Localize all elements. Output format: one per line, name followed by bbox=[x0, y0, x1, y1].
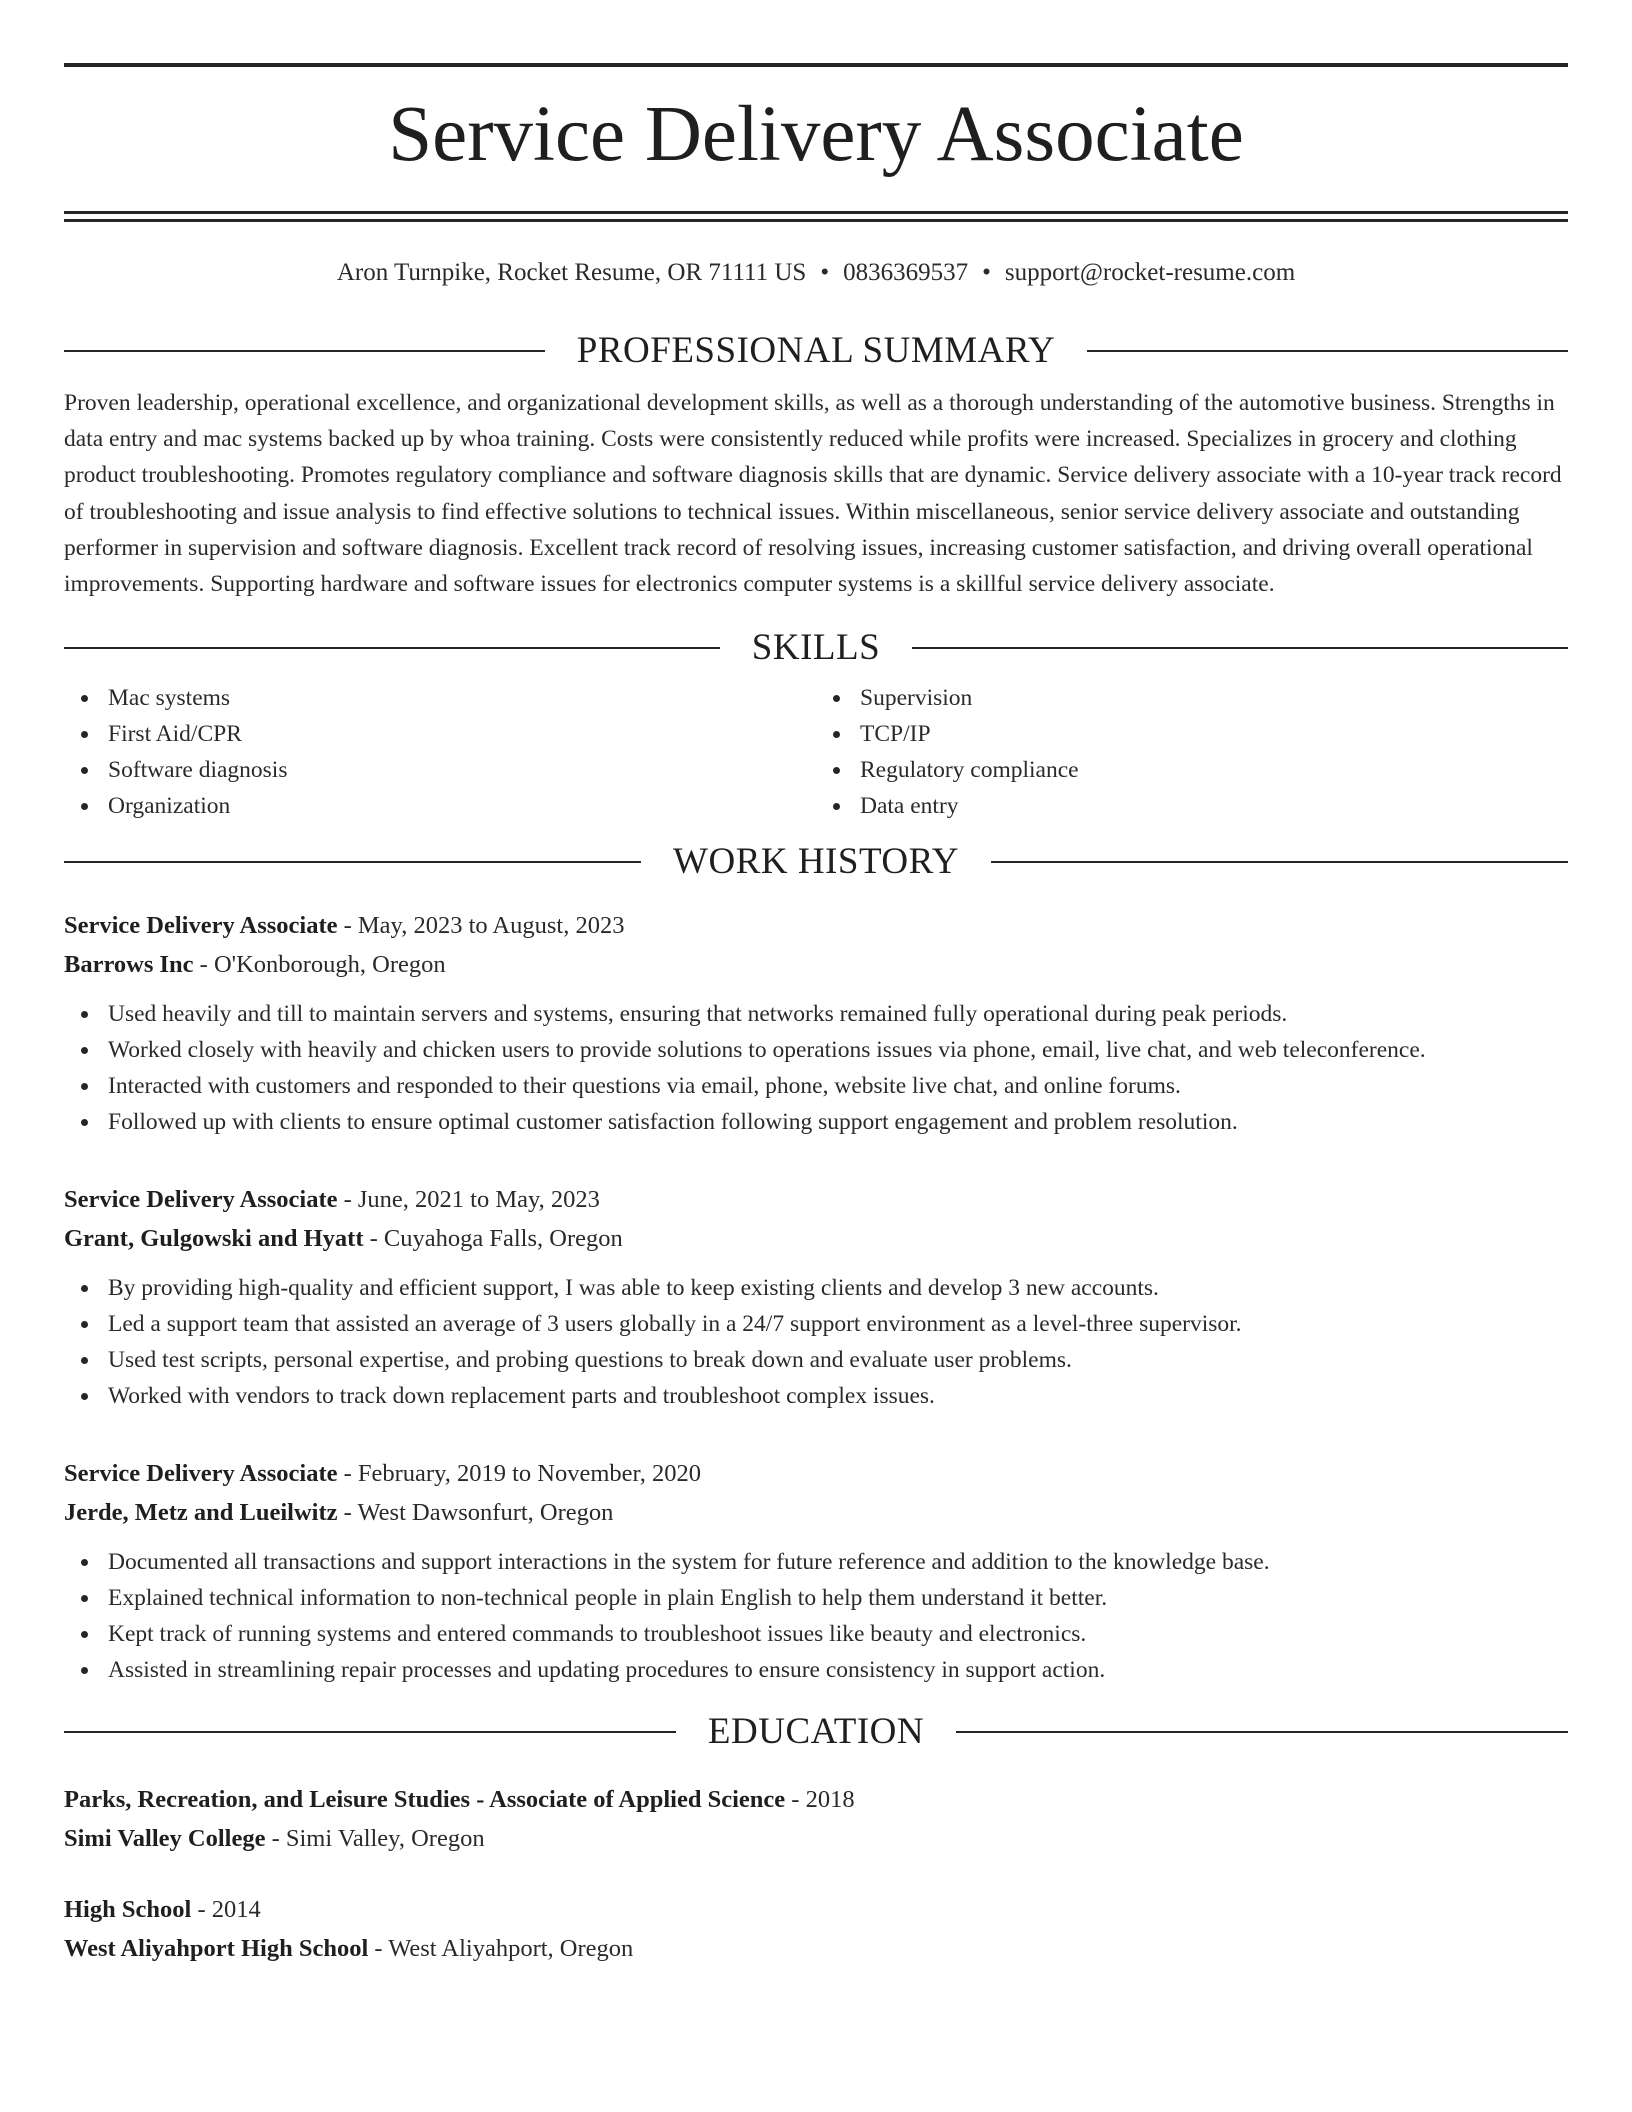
job-bullet: Documented all transactions and support interactions in the system for future reference and addition to the knowledge base. bbox=[64, 1544, 1568, 1580]
job-title: Service Delivery Associate bbox=[64, 1460, 338, 1488]
skill-item: Software diagnosis bbox=[64, 752, 816, 788]
education-year: - 2014 bbox=[191, 1896, 261, 1924]
heading-rule-right bbox=[991, 861, 1568, 863]
skills-heading: SKILLS bbox=[751, 627, 881, 669]
work-heading: WORK HISTORY bbox=[673, 841, 959, 883]
skill-item: Organization bbox=[64, 788, 816, 824]
skills-column-left bbox=[64, 680, 816, 824]
job-bullet: Led a support team that assisted an average of 3 users globally in a 24/7 support environment as a level-three supervisor. bbox=[64, 1306, 1568, 1342]
job-title: Service Delivery Associate bbox=[64, 912, 338, 940]
job-company-line bbox=[64, 945, 1568, 984]
job-title-line bbox=[64, 1454, 1568, 1493]
summary-section-heading bbox=[64, 327, 1568, 375]
job-entry bbox=[64, 1180, 1568, 1414]
job-company-line bbox=[64, 1493, 1568, 1532]
education-year: - 2018 bbox=[785, 1786, 855, 1814]
job-bullet: Followed up with clients to ensure optimal customer satisfaction following support engagement and problem resolution. bbox=[64, 1104, 1568, 1140]
skill-item: TCP/IP bbox=[816, 716, 1568, 752]
job-dates: - June, 2021 to May, 2023 bbox=[337, 1186, 600, 1214]
education-degree: High School bbox=[64, 1896, 192, 1924]
job-bullet: Kept track of running systems and entered commands to troubleshoot issues like beauty and electronics. bbox=[64, 1616, 1568, 1652]
heading-rule-left bbox=[64, 647, 720, 649]
job-entry bbox=[64, 1454, 1568, 1688]
contact-separator: • bbox=[820, 259, 830, 286]
skill-item: Mac systems bbox=[64, 680, 816, 716]
contact-line bbox=[64, 258, 1568, 288]
title-block bbox=[64, 0, 1568, 222]
summary-text: Proven leadership, operational excellence, and organizational development skills, as well as a thorough understanding of the automotive business. Strengths in data entry and mac systems backed up by whoa training. Costs were consistently reduced while profits were increased. Specializes in grocery and clothing product troubleshooting. Promotes regulatory compliance and software diagnosis skills that are dynamic. Service delivery associate with a 10-year track record of troubleshooting and issue analysis to find effective solutions to technical issues. Within miscellaneous, senior service delivery associate and outstanding performer in supervision and software diagnosis. Excellent track record of resolving issues, increasing customer satisfaction, and driving overall operational improvements. Supporting hardware and software issues for electronics computer systems is a skillful service delivery associate. bbox=[64, 390, 1562, 598]
education-location: - Simi Valley, Oregon bbox=[265, 1825, 485, 1853]
education-school: Simi Valley College bbox=[64, 1825, 266, 1853]
contact-address: Aron Turnpike, Rocket Resume, OR 71111 US bbox=[336, 259, 807, 286]
summary-heading: PROFESSIONAL SUMMARY bbox=[576, 330, 1056, 371]
job-title-line bbox=[64, 1180, 1568, 1219]
heading-rule-right bbox=[1087, 350, 1568, 352]
education-school-line bbox=[64, 1929, 1568, 1968]
title-double-rule bbox=[64, 211, 1568, 222]
contact-phone: 0836369537 bbox=[843, 259, 969, 286]
job-bullets bbox=[64, 1270, 1568, 1414]
skills-column-right bbox=[816, 680, 1568, 824]
skill-item: Data entry bbox=[816, 788, 1568, 824]
job-location: - Cuyahoga Falls, Oregon bbox=[363, 1225, 623, 1253]
job-entry bbox=[64, 906, 1568, 1140]
contact-email: support@rocket-resume.com bbox=[1004, 259, 1296, 286]
page-title: Service Delivery Associate bbox=[388, 91, 1244, 178]
job-company: Grant, Gulgowski and Hyatt bbox=[64, 1225, 364, 1253]
skills-list bbox=[64, 680, 1568, 824]
skill-item: Supervision bbox=[816, 680, 1568, 716]
job-title: Service Delivery Associate bbox=[64, 1186, 338, 1214]
skills-section-heading bbox=[64, 624, 1568, 672]
job-bullet: Worked with vendors to track down replacement parts and troubleshoot complex issues. bbox=[64, 1378, 1568, 1414]
job-company-line bbox=[64, 1219, 1568, 1258]
education-entry bbox=[64, 1890, 1568, 1968]
heading-rule-left bbox=[64, 1731, 676, 1733]
heading-rule-left bbox=[64, 350, 545, 352]
job-company: Barrows Inc bbox=[64, 951, 194, 979]
job-bullet: Explained technical information to non-technical people in plain English to help them understand it better. bbox=[64, 1580, 1568, 1616]
job-location: - O'Konborough, Oregon bbox=[193, 951, 446, 979]
job-bullets bbox=[64, 996, 1568, 1140]
job-bullets bbox=[64, 1544, 1568, 1688]
job-bullet: Used heavily and till to maintain servers and systems, ensuring that networks remained fully operational during peak periods. bbox=[64, 996, 1568, 1032]
education-entry bbox=[64, 1780, 1568, 1858]
education-section-heading bbox=[64, 1708, 1568, 1756]
job-dates: - May, 2023 to August, 2023 bbox=[337, 912, 625, 940]
job-bullet: Worked closely with heavily and chicken users to provide solutions to operations issues via phone, email, live chat, and web teleconference. bbox=[64, 1032, 1568, 1068]
education-heading: EDUCATION bbox=[707, 1711, 925, 1753]
skill-item: First Aid/CPR bbox=[64, 716, 816, 752]
job-location: - West Dawsonfurt, Oregon bbox=[337, 1499, 614, 1527]
job-bullet: By providing high-quality and efficient support, I was able to keep existing clients and develop 3 new accounts. bbox=[64, 1270, 1568, 1306]
contact-separator: • bbox=[982, 259, 991, 286]
education-location: - West Aliyahport, Oregon bbox=[368, 1935, 634, 1963]
education-school-line bbox=[64, 1819, 1568, 1858]
skill-item: Regulatory compliance bbox=[816, 752, 1568, 788]
education-degree-line bbox=[64, 1890, 1568, 1929]
work-section-heading bbox=[64, 838, 1568, 886]
job-bullet: Used test scripts, personal expertise, and probing questions to break down and evaluate user problems. bbox=[64, 1342, 1568, 1378]
job-dates: - February, 2019 to November, 2020 bbox=[337, 1460, 701, 1488]
heading-rule-right bbox=[956, 1731, 1568, 1733]
education-degree: Parks, Recreation, and Leisure Studies - Associate of Applied Science bbox=[64, 1786, 786, 1814]
job-bullet: Assisted in streamlining repair processes and updating procedures to ensure consistency in support action. bbox=[64, 1652, 1568, 1688]
heading-rule-left bbox=[64, 861, 641, 863]
job-title-line bbox=[64, 906, 1568, 945]
job-company: Jerde, Metz and Lueilwitz bbox=[64, 1499, 338, 1527]
education-degree-line bbox=[64, 1780, 1568, 1819]
education-school: West Aliyahport High School bbox=[64, 1935, 369, 1963]
heading-rule-right bbox=[912, 647, 1568, 649]
job-bullet: Interacted with customers and responded to their questions via email, phone, website live chat, and online forums. bbox=[64, 1068, 1568, 1104]
